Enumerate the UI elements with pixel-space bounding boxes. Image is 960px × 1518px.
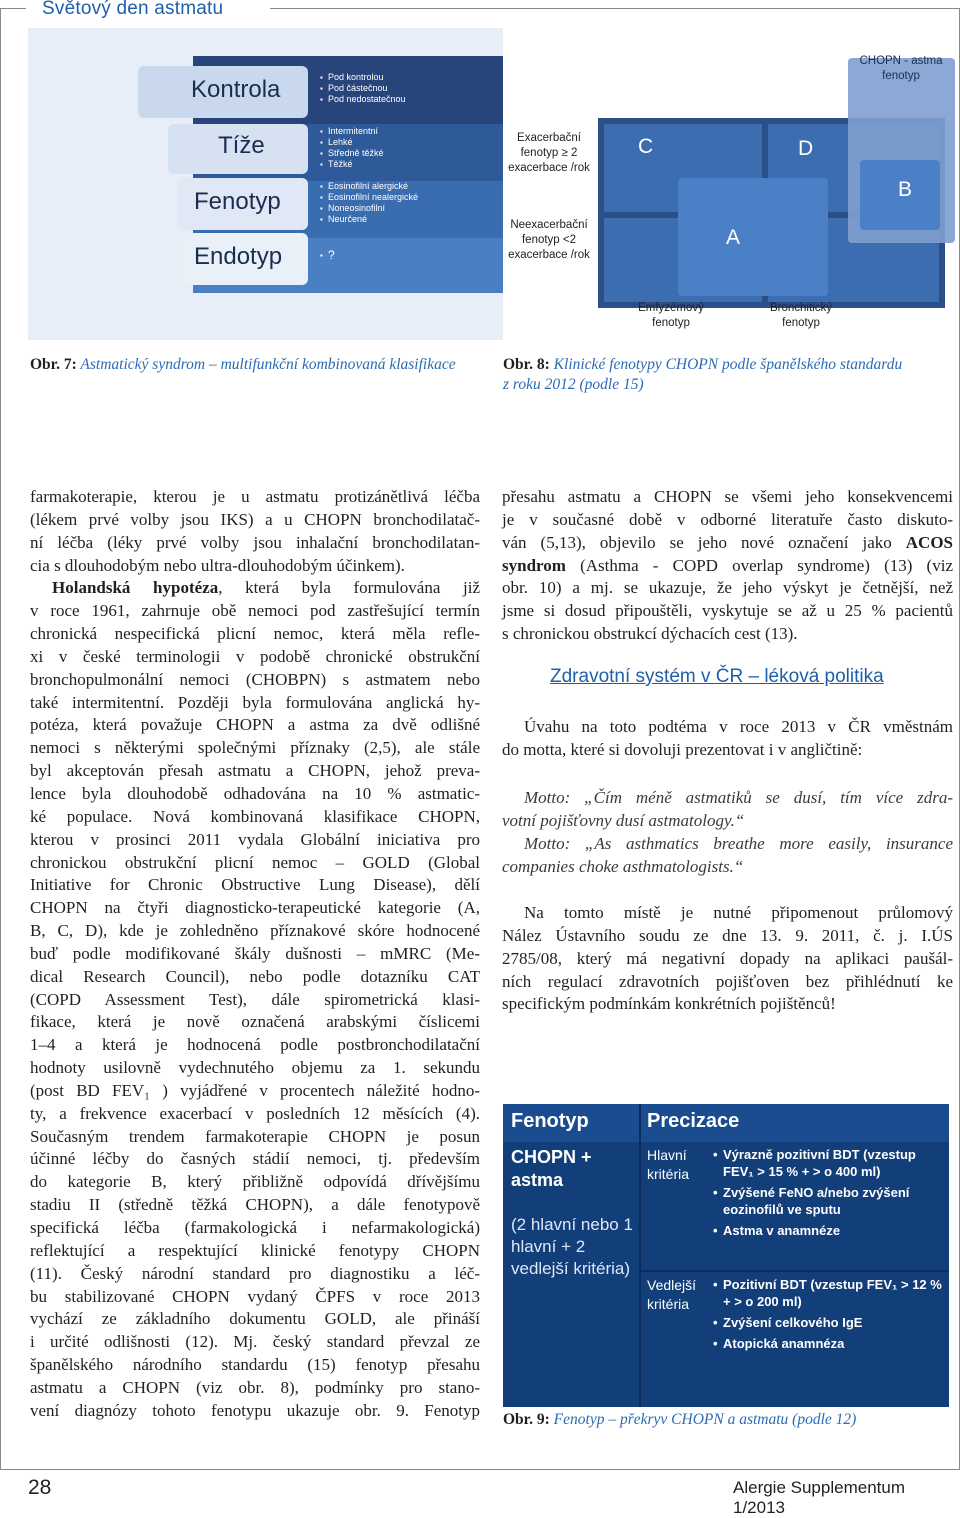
criterion-item: • Pozitivní BDT (vzestup FEV₁ > 12 % + > o 200 ml)	[713, 1277, 942, 1309]
label-bronchiticky: Bronchitický fenotyp	[770, 302, 832, 329]
label-b: B	[898, 178, 913, 201]
motto-line: votní pojišťovny dusí astmatology.“	[502, 810, 745, 830]
caption-label: Obr. 7:	[30, 356, 77, 373]
text-line: hodnoty usilovně vydechnutého objemu za 1. sekundu	[30, 1058, 480, 1078]
text-line: 1–4 a která je hodnocená podle postbronchodilatační	[30, 1035, 480, 1055]
text-line: chronická nespecifická plicní nemoc, která měla refle-	[30, 624, 480, 644]
caption-fig8	[503, 355, 955, 395]
list-item: ▪ Eosinofilní alergické	[320, 181, 418, 192]
label-c: C	[638, 135, 654, 158]
list-item: ▪ Těžké	[320, 159, 384, 170]
list-item: ▪ Pod kontrolou	[320, 72, 406, 83]
text-line: stadiu II (středně těžká CHOPN), a dále fenotypově	[30, 1195, 480, 1215]
bold-term: Holandská hypotéza	[52, 578, 219, 598]
text-line: ván (5,13), objevilo se jeho nové označení jako ACOS	[502, 532, 953, 552]
text-line: španělského národního standardu (15) fenotyp přesahu	[30, 1355, 480, 1375]
fenotyp-note: (2 hlavní nebo 1 hlavní + 2 vedlejší kritéria)	[511, 1215, 633, 1278]
text-line: (11). Český národní standard pro diagnostiku a léč-	[30, 1263, 480, 1283]
text-line: s chronickou obstrukcí dýchacích cest (13).	[502, 624, 798, 644]
intro-paragraph	[502, 716, 953, 762]
text-line: CHOPN na čtyři diagnosticko-terapeutické kategorie (A,	[30, 898, 480, 918]
text-line: do motta, které si dovoluji prezentovat i v angličtině:	[502, 739, 863, 759]
list-fenotyp	[320, 181, 418, 225]
caption-text: Astmatický syndrom – multifunkční kombinovaná klasifikace	[80, 356, 456, 373]
header-precizace: Precizace	[647, 1110, 740, 1132]
label-neexacerbacni: Neexacerbační fenotyp <2 exacerbace /rok	[508, 219, 590, 261]
text-line: obr. 10) a mj. se ukazuje, že jeho výskyt je četnější, než	[502, 578, 953, 598]
bold-term: ACOS	[905, 532, 953, 552]
label-d: D	[798, 137, 814, 160]
text-line: buď podle modifikované škály dušnosti – mMRC (Me-	[30, 943, 480, 963]
list-item: ▪ Intermitentní	[320, 126, 384, 137]
caption-fig9	[503, 1410, 856, 1430]
figure-7-classification	[28, 28, 503, 340]
footer-rule	[0, 1469, 960, 1470]
text-line: v roce 1961, zahrnuje obě nemoci pod zastřešující termín	[30, 601, 480, 621]
text-line: i určité odlišnosti (12). Mj. český standard převzal ze	[30, 1332, 480, 1352]
column-divider	[639, 1104, 641, 1407]
list-item: ▪ Pod nedostatečnou	[320, 94, 406, 105]
text-line: (COPD Assessment Test), dále spirometrická klasi-	[30, 989, 480, 1009]
text-line: (lékem prvé volby jsou IKS) a u CHOPN bronchodilatač-	[30, 509, 480, 529]
text-line: Na tomto místě je nutné připomenout průlomový	[524, 903, 953, 922]
list-item: ▪ Eosinofilní nealergické	[320, 192, 418, 203]
text-line: specifická léčba (farmakologická i nefarmakologická)	[30, 1218, 480, 1237]
caption-label: Obr. 8:	[503, 356, 550, 373]
section-title: Světový den astmatu	[42, 0, 224, 19]
header-rule-left	[0, 8, 26, 9]
caption-text-2: z roku 2012 (podle 15)	[503, 376, 644, 393]
text-line: dical Research Council), nebo podle dotazníku CAT	[30, 966, 480, 986]
label-endotyp: Endotyp	[194, 243, 283, 270]
text-line: farmakoterapie, kterou je u astmatu protizánětlivá léčba	[30, 487, 480, 506]
criterion-item: • Zvýšení celkového IgE	[713, 1315, 863, 1330]
list-item: ▪ Neurčené	[320, 214, 418, 225]
quadrant-a	[678, 178, 828, 296]
text-line: ty, a frekvence exacerbací v posledních 12 měsících (4).	[30, 1103, 480, 1123]
list-item: ▪ Lehké	[320, 137, 384, 148]
text-line: jsme si dosud připouštěli, vyskytuje se až u 25 % pacientů	[502, 601, 953, 621]
list-kontrola	[320, 72, 406, 105]
label-fenotyp: Fenotyp	[194, 188, 281, 215]
text-line: také intermitentní. Později byla formulována anglická hy-	[30, 692, 480, 712]
closing-paragraph	[502, 902, 953, 1016]
text-line: 2785/08, který má negativní dopady na aplikaci paušál-	[502, 948, 953, 968]
list-tize	[320, 126, 384, 170]
text-line: ních regulací zdravotních pojišťoven bez přihlédnutí ke	[502, 971, 953, 991]
caption-text: Fenotyp – překryv CHOPN a astmatu (podle 12)	[553, 1411, 857, 1428]
label-chopn-astma: CHOPN - astma fenotyp	[859, 55, 943, 82]
text-line: nemoci s některými společnými příznaky (2,5), ale stále	[30, 738, 480, 758]
criterion-item: • Výrazně pozitivní BDT (vzestup FEV₁ > 15 % + > o 400 ml)	[713, 1147, 916, 1179]
criterion-item: • Atopická anamnéza	[713, 1336, 845, 1351]
list-item: ▪ Středně těžké	[320, 148, 384, 159]
text-line: vychází ze základního dokumentu GOLD, ale přináší	[30, 1309, 480, 1329]
text-line: vení diagnózy tohoto fenotypu ukazuje obr. 9. Fenotyp	[30, 1400, 480, 1420]
text-line: B, C, D), kde je zohledněno příznakové skóre hodnocené	[30, 921, 480, 941]
figure-9-overlap-table	[503, 1104, 949, 1407]
motto-line: Motto: „Čím méně astmatiků se dusí, tím více zdra-	[524, 788, 953, 807]
text-line: reflektující a respektující klinické fenotypy CHOPN	[30, 1240, 480, 1260]
text-line: xi v české terminologii v podobě chronické obstrukční	[30, 646, 480, 666]
label-exacerbacni: Exacerbační fenotyp ≥ 2 exacerbace /rok	[508, 132, 590, 174]
list-item: ▪ ?	[320, 250, 335, 261]
text-line: Úvahu na toto podtéma v roce 2013 v ČR vměstnám	[524, 717, 953, 736]
text-line: potéza, která považuje CHOPN a astma za dvě odlišné	[30, 715, 480, 735]
text-line: chronickou obstrukční plicní nemoc – GOLD (Global	[30, 852, 480, 872]
text-line: je v současné době v odborné literatuře často diskuto-	[502, 509, 953, 529]
section-heading: Zdravotní systém v ČR – léková politika	[550, 666, 884, 687]
motto-line: Motto: „As asthmatics breathe more easily, insurance	[524, 833, 953, 853]
minor-label: Vedlejší kritéria	[647, 1277, 697, 1312]
fenotyp-main: CHOPN + astma	[511, 1147, 592, 1190]
text-line: (post BD FEV₁ ) vyjádřené v procentech náležité hodno-	[30, 1080, 480, 1100]
list-endotyp	[320, 250, 335, 261]
label-a: A	[726, 226, 741, 249]
text-line: Initiative for Chronic Obstructive Lung Disease), dělí	[30, 875, 480, 895]
criterion-item: • Zvýšené FeNO a/nebo zvýšení eozinofilů ve sputu	[713, 1185, 910, 1217]
text-line: byl akceptován přesah astmatu a CHOPN, jehož preva-	[30, 761, 480, 781]
label-emfyzemovy: Emfyzémový fenotyp	[638, 302, 704, 329]
text-line: , která byla formulována již	[218, 578, 480, 598]
major-label: Hlavní kritéria	[647, 1147, 690, 1182]
body-text-left	[30, 486, 480, 1423]
text-line: přesahu astmatu a CHOPN se všemi jeho konsekvencemi	[502, 487, 953, 506]
text-line: Současným trendem farmakoterapie CHOPN je posun	[30, 1126, 480, 1146]
header-fenotyp: Fenotyp	[511, 1110, 589, 1132]
figure-8-chopn-phenotypes	[508, 28, 955, 340]
text-line-hypoteza	[30, 577, 480, 600]
text-line: lence byla dlouhodobě odhadována na 10 % astmatic-	[30, 783, 480, 803]
page-frame-left	[0, 8, 1, 1470]
text-line: ní léčba (léky prvé volby jsou inhalační bronchodilatan-	[30, 532, 480, 552]
text-line: fikace, která je nově označená arabskými číslicemi	[30, 1012, 480, 1032]
bold-term: syndrom	[502, 555, 566, 575]
text-line: kterou v prosinci 2011 vydala Globální iniciativa pro	[30, 829, 480, 849]
text-line: Nález Ústavního soudu ze dne 13. 9. 2011, č. j. I.ÚS	[502, 925, 953, 945]
text-line: bu stabilizované CHOPN vydaný ČPFS v roce 2013	[30, 1286, 480, 1306]
text-line: syndrom (Asthma - COPD overlap syndrome) (13) (viz	[502, 555, 953, 575]
minor-criteria-list	[713, 1276, 945, 1352]
list-item: ▪ Noneosinofilní	[320, 203, 418, 214]
header-rule-right	[270, 8, 960, 9]
motto-line: companies choke asthmatologists.“	[502, 856, 744, 876]
caption-fig7	[30, 355, 456, 375]
text-line: cia s dlouhodobým nebo ultra-dlouhodobým účinkem).	[30, 555, 405, 575]
text-line: astmatu a CHOPN (viz obr. 8), podmínky pro stano-	[30, 1377, 480, 1397]
list-item: ▪ Pod částečnou	[320, 83, 406, 94]
label-kontrola: Kontrola	[191, 76, 281, 103]
text-line: specifickým podmínkám konkrétních pojištěnců!	[502, 994, 836, 1014]
row-divider	[641, 1270, 949, 1272]
journal-name: Alergie Supplementum 1/2013	[733, 1478, 905, 1517]
major-criteria-list	[713, 1146, 945, 1239]
text-line: do kategorie B, který přibližně odpovídá dřívějšímu	[30, 1172, 480, 1192]
text-line: účinné léčby do časných stádií nemoci, tj. především	[30, 1149, 480, 1169]
page-number: 28	[28, 1476, 52, 1499]
caption-text: Klinické fenotypy CHOPN podle španělského standardu	[553, 356, 903, 373]
motto-block	[502, 787, 953, 878]
label-tize: Tíže	[218, 132, 265, 159]
criterion-item: • Astma v anamnéze	[713, 1223, 841, 1238]
text-line: ké populace. Nová kombinovaná klasifikace CHOPN,	[30, 806, 480, 826]
body-text-right	[502, 486, 953, 646]
caption-label: Obr. 9:	[503, 1411, 550, 1428]
text-line: bronchopulmonální nemoci (CHOBPN) s astmatem nebo	[30, 669, 480, 689]
